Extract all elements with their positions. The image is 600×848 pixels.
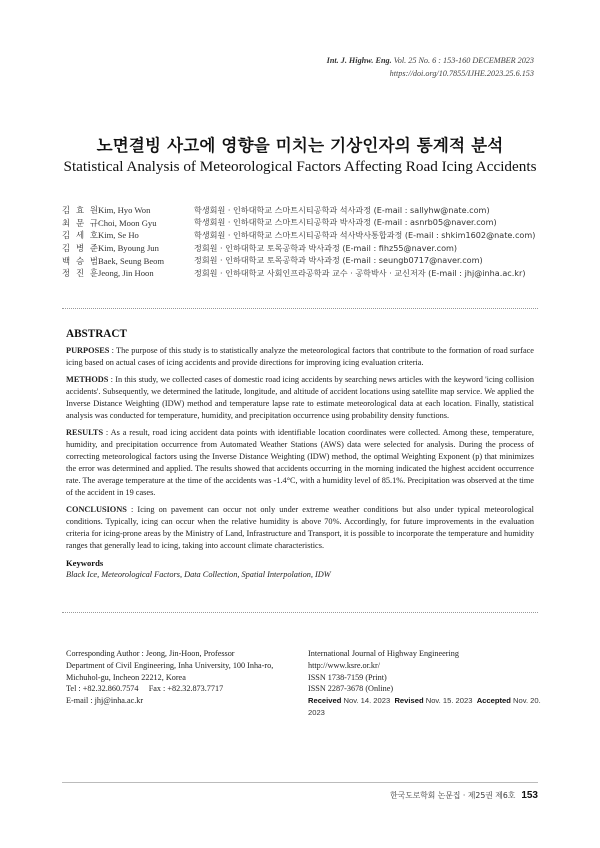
volume-info: Vol. 25 No. 6 : 153-160 DECEMBER 2023 (393, 56, 534, 65)
abstract-conclusions (66, 504, 534, 552)
author-row (62, 217, 542, 230)
footer-divider (62, 782, 538, 783)
methods-label: METHODS (66, 375, 109, 385)
journal-url[interactable]: http://www.ksre.or.kr/ (308, 660, 381, 670)
author-name-korean: 김 병 준 (62, 243, 100, 254)
author-affiliation: 정회원 · 인하대학교 토목공학과 박사과정 (E-mail : seungb0717@naver.com) (194, 255, 483, 266)
author-row (62, 204, 542, 217)
keywords-list: Black Ice, Meteorological Factors, Data Collection, Spatial Interpolation, IDW (66, 569, 331, 579)
page-number: 153 (521, 790, 538, 801)
title-korean: 노면결빙 사고에 영향을 미치는 기상인자의 통계적 분석 (96, 136, 504, 155)
corr-line: Department of Civil Engineering, Inha University, 100 Inha-ro, (66, 660, 274, 670)
author-name-korean: 최 문 규 (62, 217, 100, 228)
abstract-heading: ABSTRACT (66, 328, 127, 340)
abstract-purposes (66, 345, 534, 369)
journal-abbrev: Int. J. Highw. Eng. (326, 56, 392, 65)
author-name-korean: 백 승 범 (62, 255, 100, 266)
purposes-label: PURPOSES (66, 346, 110, 355)
corr-line: Tel : +82.32.860.7574 Fax : +82.32.873.7717 (66, 684, 224, 694)
journal-header (327, 54, 534, 80)
author-name-english: Choi, Moon Gyu (98, 217, 157, 228)
author-affiliation: 학생회원 · 인하대학교 스마트시티공학과 석사박사통합과정 (E-mail : shkim1602@nate.com) (194, 229, 536, 240)
corr-line: Michuhol-gu, Incheon 22212, Korea (66, 672, 186, 682)
accepted-label: Accepted (476, 696, 511, 706)
title-english: Statistical Analysis of Meteorological Factors Affecting Road Icing Accidents (63, 158, 537, 175)
conclusions-label: CONCLUSIONS (66, 505, 127, 515)
author-name-korean: 정 진 훈 (62, 268, 100, 279)
methods-text: : In this study, we collected cases of domestic road icing accidents by searching news articles with the keyword 'icing collision accidents'. Subsequently, we determined the latitude, longitude, and altitude of accident locations using satellite map service. We applied the Inverse Distance Weighting (IDW) method and temperature lapse rate to estimate meteorological data at each location. Finally, statistical analysis was conducted for temperature, humidity, and precipitation occurrence using probability density functions. (66, 375, 534, 421)
author-name-korean: 김 효 원 (62, 205, 100, 216)
abstract-methods (66, 374, 534, 422)
corr-email[interactable]: E-mail : jhj@inha.ac.kr (66, 696, 144, 706)
revised-label: Revised (394, 696, 424, 706)
author-affiliation: 학생회원 · 인하대학교 스마트시티공학과 석사과정 (E-mail : sallyhw@nate.com) (194, 204, 490, 215)
received-label: Received (308, 696, 342, 706)
corr-line: Corresponding Author : Jeong, Jin-Hoon, Professor (66, 649, 235, 658)
author-row (62, 242, 542, 255)
journal-name: International Journal of Highway Engineering (308, 649, 459, 658)
journal-info-block (308, 648, 548, 719)
author-row (62, 254, 542, 267)
author-affiliation: 학생회원 · 인하대학교 스마트시티공학과 박사과정 (E-mail : asnrb05@naver.com) (194, 217, 497, 228)
corresponding-author-block (66, 648, 296, 707)
keywords-heading: Keywords (66, 557, 104, 568)
journal-citation (327, 54, 534, 67)
footer-journal-korean: 한국도로학회 논문집 · 제25권 제6호 (390, 791, 516, 800)
accepted-date: Nov. 20. 2023 (308, 696, 541, 717)
doi-link[interactable]: https://doi.org/10.7855/IJHE.2023.25.6.153 (389, 69, 534, 78)
received-date: Nov. 14. 2023 (343, 696, 391, 706)
author-name-english: Baek, Seung Beom (98, 255, 165, 266)
author-name-english: Kim, Se Ho (98, 230, 139, 241)
abstract-results (66, 427, 534, 498)
divider (62, 308, 538, 309)
results-label: RESULTS (66, 428, 104, 438)
author-row (62, 229, 542, 242)
author-name-english: Kim, Byoung Jun (98, 243, 159, 254)
author-affiliation: 정회원 · 인하대학교 토목공학과 박사과정 (E-mail : fihz55@naver.com) (194, 242, 458, 253)
abstract-section (66, 328, 534, 579)
divider (62, 612, 538, 613)
author-name-korean: 김 세 호 (62, 230, 100, 241)
author-affiliation: 정회원 · 인하대학교 사회인프라공학과 교수 · 공학박사 · 교신저자 (E-mail : jhj@inha.ac.kr) (194, 267, 526, 278)
author-row (62, 267, 542, 280)
issn-online: ISSN 2287-3678 (Online) (308, 684, 394, 694)
purposes-text: : The purpose of this study is to statistically analyze the meteorological factors that contribute to the formation of road surface icing based on actual cases of icing accidents and provide directions for improving icing evaluation criteria. (66, 346, 534, 367)
revised-date: Nov. 15. 2023 (425, 696, 473, 706)
results-text: : As a result, road icing accident data points with identifiable location coordinates were collected. Among these, temperature, humidity, and precipitation occurrence from Automated Weather Stations (AWS) data were selected for analysis. During the process of correcting meteorological factors using the Inverse Distance Weighting (IDW) method, the optimal Weighting Exponent (p) that minimizes the error was determined and applied. The results showed that accidents occurring in the morning indicated the highest accident occurrence rate. The average temperature at the time of the accidents was -1.4°C, with a humidity level of 85.1%. Precipitation was observed at the time of the accident in 19 cases. (66, 428, 534, 497)
conclusions-text: : Icing on pavement can occur not only under extreme weather conditions but also under typical meteorological conditions. Typically, icing can occur when the relative humidity is above 70%. Accordingly, for future improvements in the evaluation criteria for icing-prone areas by the Ministry of Land, Infrastructure and Transport, it is possible to incorporate the temperature and humidity ranges that generally lead to icing, taking into account climate characteristics. (66, 505, 534, 551)
issn-print: ISSN 1738-7159 (Print) (308, 672, 387, 682)
page-footer (390, 790, 538, 801)
author-list (62, 204, 542, 280)
author-name-english: Jeong, Jin Hoon (98, 268, 154, 279)
submission-dates (308, 695, 548, 719)
author-name-english: Kim, Hyo Won (98, 205, 151, 216)
